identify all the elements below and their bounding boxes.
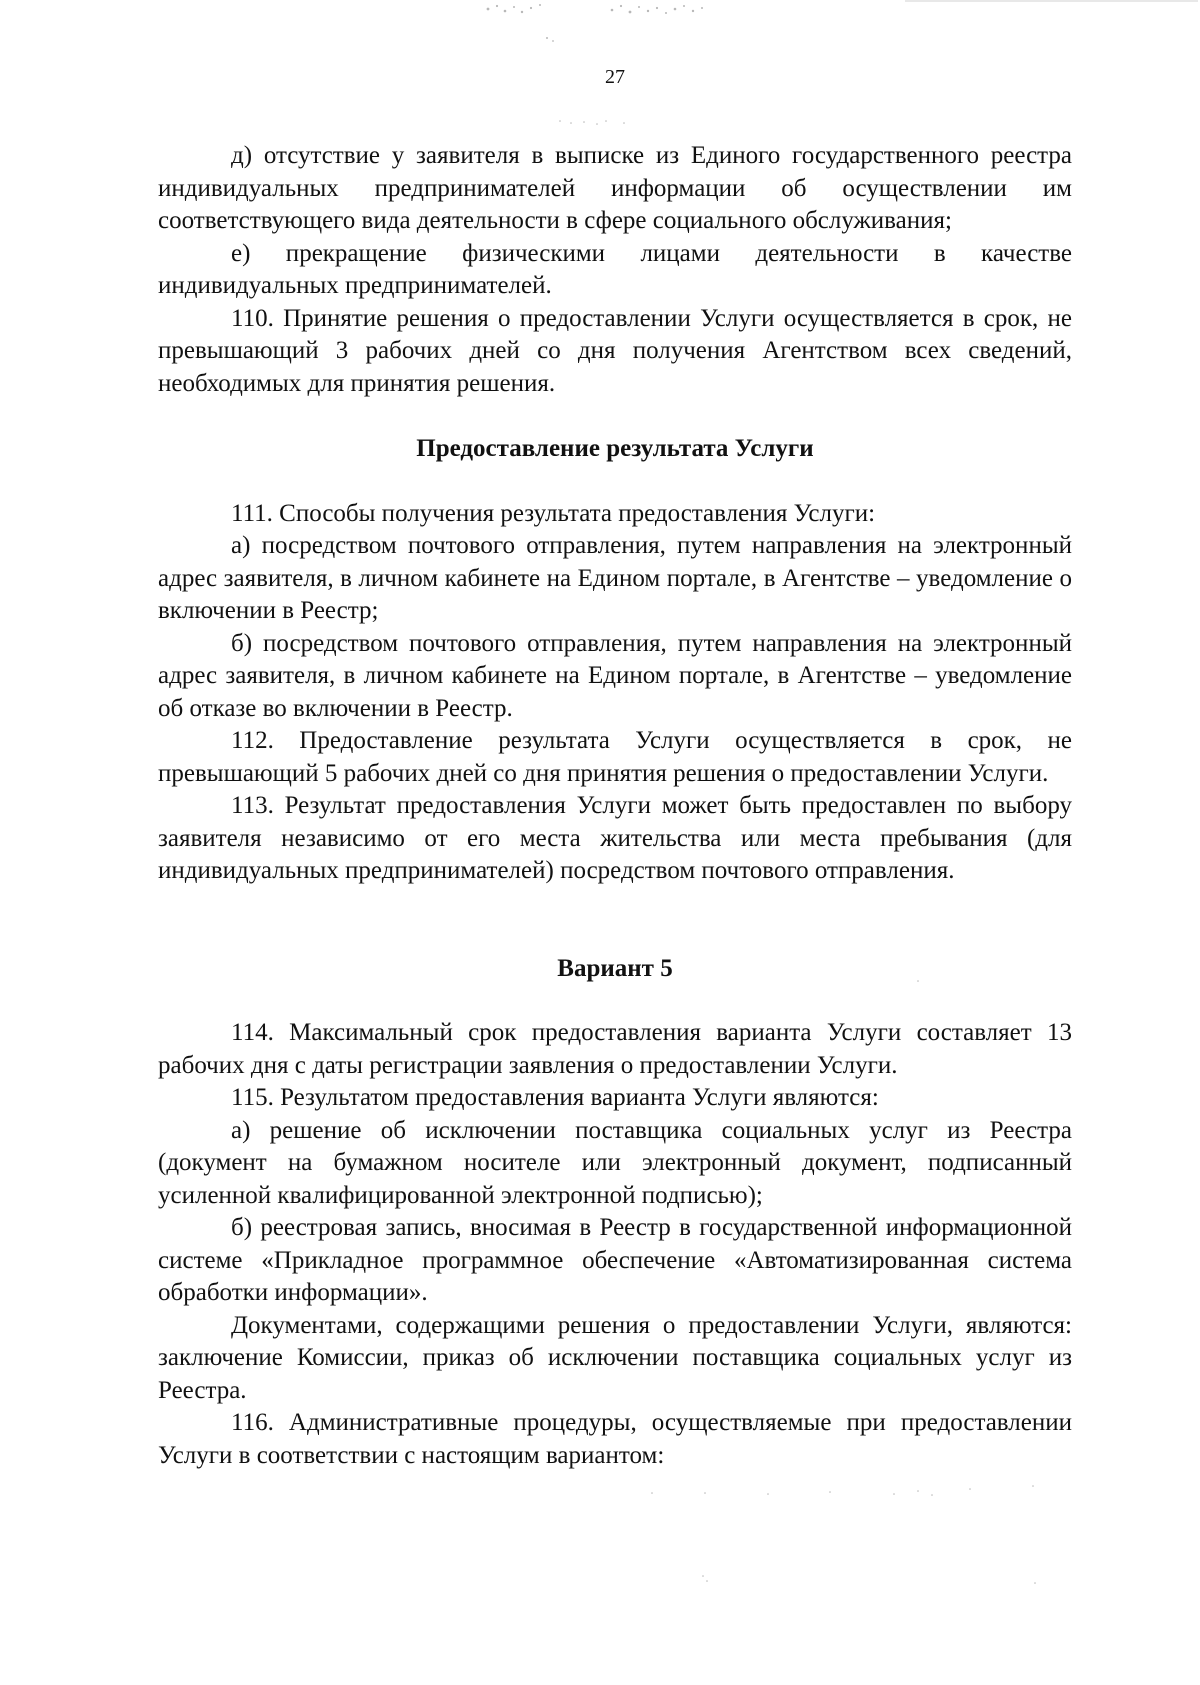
documents-paragraph: Документами, содержащими решения о предоставлении Услуги, являются: заключение Комиссии, приказ об исключении поставщика социальных услуг из Реестра. (158, 1311, 1072, 1404)
list-item-e: е) прекращение физическими лицами деятельности в качестве индивидуальных предпринимателей. (158, 239, 1072, 299)
clause-116: 116. Административные процедуры, осуществляемые при предоставлении Услуги в соответствии с настоящим вариантом: (158, 1409, 1072, 1469)
document-body (158, 140, 1072, 1472)
clause-115: 115. Результатом предоставления варианта Услуги являются: (231, 1084, 879, 1111)
clause-113: 113. Результат предоставления Услуги может быть предоставлен по выбору заявителя независимо от его места жительства или места пребывания (для индивидуальных предпринимателей) посредством почтового отправления. (158, 792, 1072, 884)
clause-112: 112. Предоставление результата Услуги осуществляется в срок, не превышающий 5 рабочих дней со дня принятия решения о предоставлении Услуги. (158, 727, 1072, 787)
list-item-d: д) отсутствие у заявителя в выписке из Единого государственного реестра индивидуальных предпринимателей информации об осуществлении им соответствующего вида деятельности в сфере социального обслуживания; (158, 142, 1072, 234)
clause-111-item-b: б) посредством почтового отправления, путем направления на электронный адрес заявителя, в личном кабинете на Едином портале, в Агентстве – уведомление об отказе во включении в Реестр. (158, 629, 1072, 722)
clause-115-item-b: б) реестровая запись, вносимая в Реестр в государственной информационной системе «Прикладное программное обеспечение «Автоматизированная система обработки информации». (158, 1214, 1072, 1306)
clause-115-item-a: а) решение об исключении поставщика социальных услуг из Реестра (документ на бумажном носителе или электронный документ, подписанный усиленной квалифицированной электронной подписью); (158, 1116, 1072, 1209)
clause-114: 114. Максимальный срок предоставления варианта Услуги составляет 13 рабочих дня с даты регистрации заявления о предоставлении Услуги. (158, 1019, 1072, 1079)
section-heading-result: Предоставление результата Услуги (416, 435, 814, 462)
page-number: 27 (605, 66, 625, 88)
clause-110: 110. Принятие решения о предоставлении Услуги осуществляется в срок, не превышающий 3 рабочих дней со дня получения Агентством всех сведений, необходимых для принятия решения. (158, 304, 1072, 397)
clause-111: 111. Способы получения результата предоставления Услуги: (231, 499, 876, 527)
section-heading-variant: Вариант 5 (557, 954, 673, 982)
clause-111-item-a: а) посредством почтового отправления, путем направления на электронный адрес заявителя, в личном кабинете на Едином портале, в Агентстве – уведомление о включении в Реестр; (158, 532, 1072, 624)
